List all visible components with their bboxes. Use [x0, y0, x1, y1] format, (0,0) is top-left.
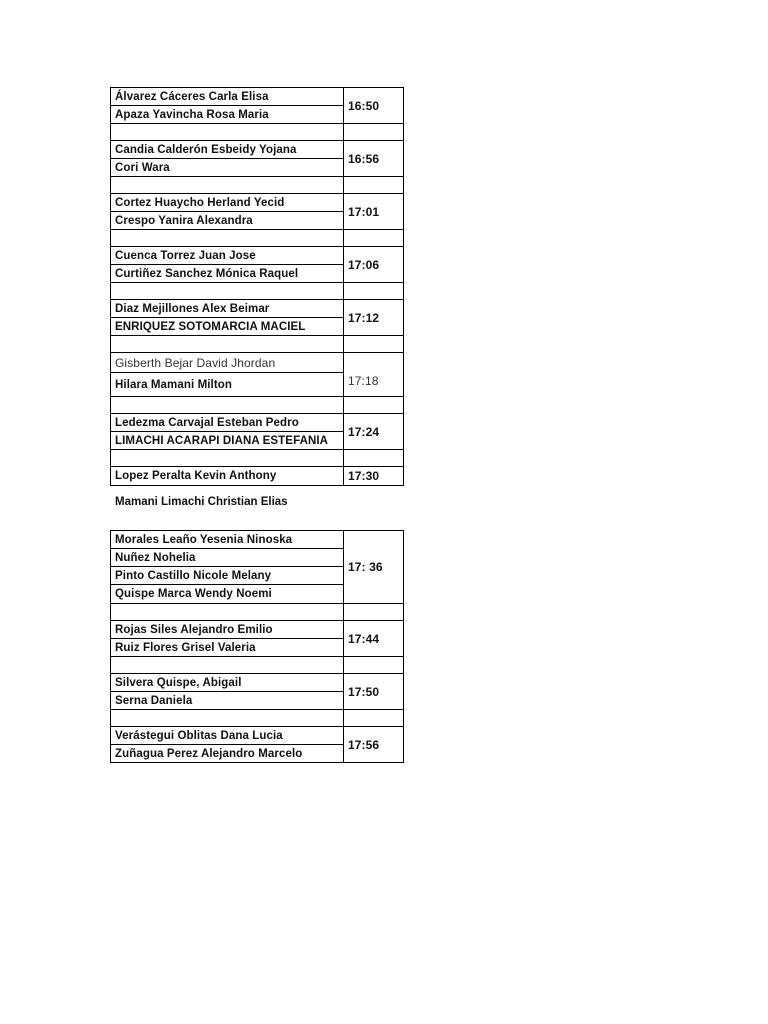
student-name: Lopez Peralta Kevin Anthony	[111, 467, 344, 486]
time-slot: 17:44	[344, 621, 404, 657]
spacer-row	[111, 230, 404, 247]
spacer-row	[111, 336, 404, 353]
student-name: ENRIQUEZ SOTOMARCIA MACIEL	[111, 318, 344, 336]
student-name: LIMACHI ACARAPI DIANA ESTEFANIA	[111, 432, 344, 450]
table-row	[111, 467, 404, 486]
table-row	[111, 621, 404, 639]
student-name: Cori Wara	[111, 159, 344, 177]
spacer-row	[111, 450, 404, 467]
spacer-row	[111, 124, 404, 141]
time-slot: 17:50	[344, 674, 404, 710]
student-name: Zuñagua Perez Alejandro Marcelo	[111, 745, 344, 763]
student-name: Candia Calderón Esbeidy Yojana	[111, 141, 344, 159]
student-name: Silvera Quispe, Abigail	[111, 674, 344, 692]
table-row	[111, 353, 404, 373]
table-row	[111, 141, 404, 159]
student-name: Hilara Mamani Milton	[111, 373, 344, 397]
student-name: Apaza Yavincha Rosa Maria	[111, 106, 344, 124]
table-row	[111, 88, 404, 106]
student-name: Curtiñez Sanchez Mónica Raquel	[111, 265, 344, 283]
spacer-row	[111, 397, 404, 414]
schedule-table	[110, 530, 404, 763]
time-slot: 17:18	[344, 353, 404, 397]
table-row	[111, 414, 404, 432]
time-slot: 17:24	[344, 414, 404, 450]
student-name: Morales Leaño Yesenia Ninoska	[111, 531, 344, 549]
student-name: Crespo Yanira Alexandra	[111, 212, 344, 230]
time-slot: 16:56	[344, 141, 404, 177]
time-slot: 17:56	[344, 727, 404, 763]
spacer-row	[111, 177, 404, 194]
student-name: Pinto Castillo Nicole Melany	[111, 567, 344, 585]
time-slot: 17:30	[344, 467, 404, 486]
spacer-row	[111, 604, 404, 621]
student-name: Gisberth Bejar David Jhordan	[111, 353, 344, 373]
spacer-row	[111, 657, 404, 674]
student-name: Serna Daniela	[111, 692, 344, 710]
schedule-table-2	[110, 530, 403, 763]
student-name: Álvarez Cáceres Carla Elisa	[111, 88, 344, 106]
student-name: Nuñez Nohelia	[111, 549, 344, 567]
student-name-outside: Mamani Limachi Christian Elias	[115, 496, 288, 508]
time-slot: 17:12	[344, 300, 404, 336]
table-row	[111, 727, 404, 745]
time-slot: 17:06	[344, 247, 404, 283]
spacer-row	[111, 283, 404, 300]
student-name: Verástegui Oblitas Dana Lucia	[111, 727, 344, 745]
time-slot: 17: 36	[344, 531, 404, 604]
time-slot: 16:50	[344, 88, 404, 124]
student-name: Diaz Mejillones Alex Beimar	[111, 300, 344, 318]
table-row	[111, 300, 404, 318]
student-name: Rojas Siles Alejandro Emilio	[111, 621, 344, 639]
spacer-row	[111, 710, 404, 727]
student-name: Quispe Marca Wendy Noemi	[111, 585, 344, 604]
table-row	[111, 531, 404, 549]
student-name: Ruiz Flores Grisel Valeria	[111, 639, 344, 657]
time-slot: 17:01	[344, 194, 404, 230]
table-row	[111, 247, 404, 265]
schedule-table-1	[110, 87, 403, 486]
table-row	[111, 674, 404, 692]
schedule-table	[110, 87, 404, 486]
table-row	[111, 194, 404, 212]
student-name: Cortez Huaycho Herland Yecid	[111, 194, 344, 212]
student-name: Ledezma Carvajal Esteban Pedro	[111, 414, 344, 432]
student-name: Cuenca Torrez Juan Jose	[111, 247, 344, 265]
